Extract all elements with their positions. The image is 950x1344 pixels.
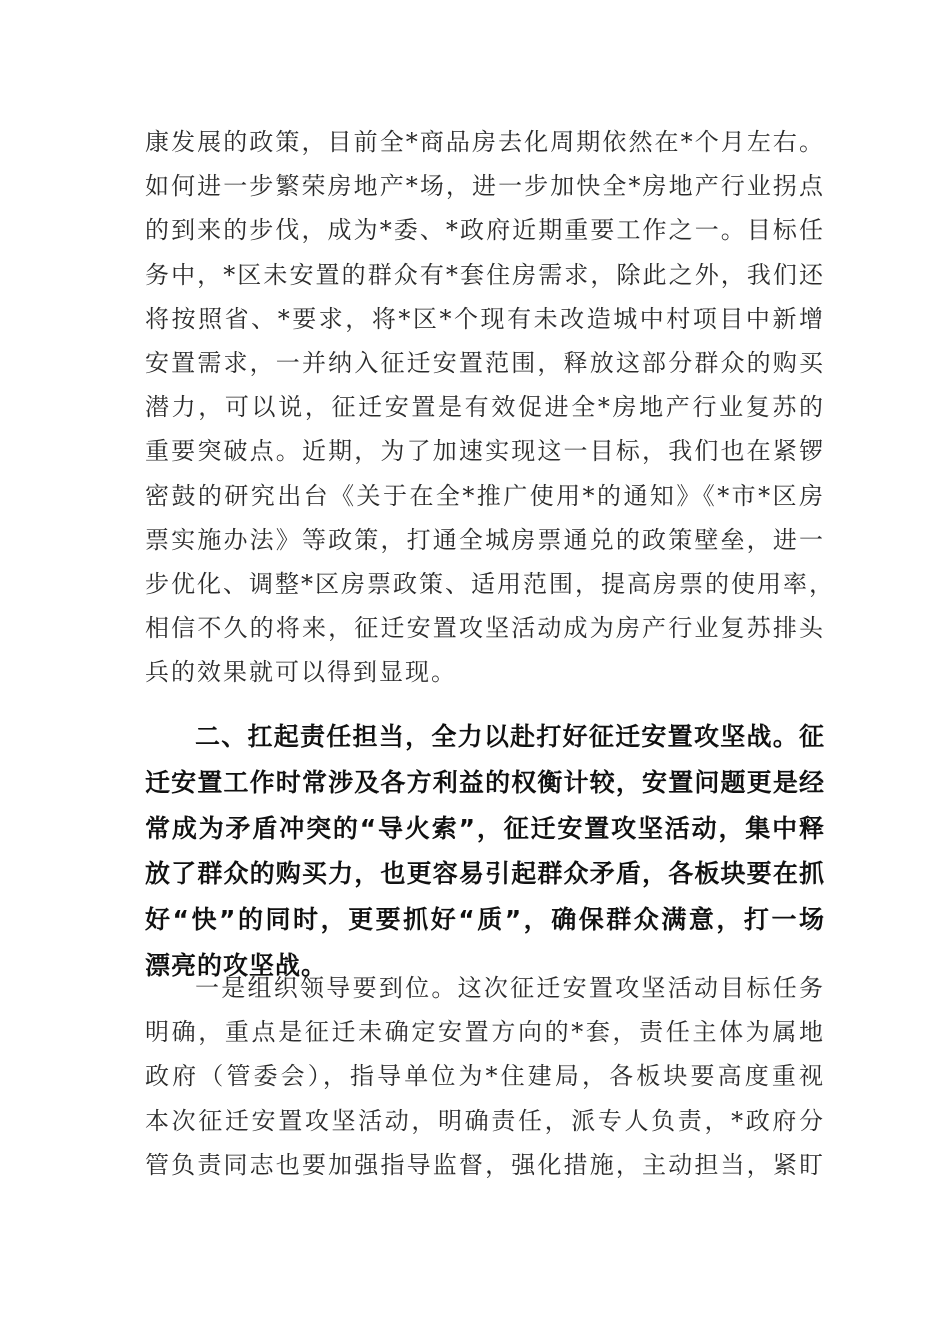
heading-line: 迁安置工作时常涉及各方利益的权衡计较，安置问题更是经	[145, 767, 825, 797]
text-line: 本次征迁安置攻坚活动，明确责任，派专人负责，*政府分	[145, 1106, 825, 1135]
text-line: 将按照省、*要求，将*区*个现有未改造城中村项目中新增	[145, 304, 825, 333]
section-heading-responsibility	[145, 714, 825, 989]
text-line: 票实施办法》等政策，打通全城房票通兑的政策壁垒，进一	[145, 525, 825, 554]
text-line: 明确，重点是征迁未确定安置方向的*套，责任主体为属地	[145, 1018, 825, 1047]
text-line: 政府（管委会），指导单位为*住建局，各板块要高度重视	[145, 1062, 825, 1091]
heading-line: 漂亮的攻坚战。	[145, 950, 328, 980]
text-line: 潜力，可以说，征迁安置是有效促进全*房地产行业复苏的	[145, 393, 825, 422]
text-line: 一是组织领导要到位。这次征迁安置攻坚活动目标任务	[195, 974, 825, 1002]
text-line: 如何进一步繁荣房地产*场，进一步加快全*房地产行业拐点	[145, 172, 825, 201]
text-line: 康发展的政策，目前全*商品房去化周期依然在*个月左右。	[145, 128, 825, 156]
text-line: 务中，*区未安置的群众有*套住房需求，除此之外，我们还	[145, 260, 825, 289]
text-line: 密鼓的研究出台《关于在全*推广使用*的通知》《*市*区房	[145, 481, 825, 510]
text-line: 兵的效果就可以得到显现。	[145, 658, 457, 687]
heading-line: 常成为矛盾冲突的“导火索”，征迁安置攻坚活动，集中释	[145, 813, 825, 843]
text-line: 相信不久的将来，征迁安置攻坚活动成为房产行业复苏排头	[145, 614, 825, 643]
text-line: 重要突破点。近期，为了加速实现这一目标，我们也在紧锣	[145, 437, 825, 466]
heading-line: 二、扛起责任担当，全力以赴打好征迁安置攻坚战。征	[195, 722, 825, 751]
text-line: 安置需求，一并纳入征迁安置范围，释放这部分群众的购买	[145, 348, 825, 377]
paragraph-policy	[145, 120, 835, 694]
heading-line: 好“快”的同时，更要抓好“质”，确保群众满意，打一场	[145, 905, 825, 935]
paragraph-leadership	[145, 966, 825, 1187]
text-line: 步优化、调整*区房票政策、适用范围，提高房票的使用率，	[145, 569, 835, 598]
text-line: 管负责同志也要加强指导监督，强化措施，主动担当，紧盯	[145, 1150, 825, 1179]
heading-line: 放了群众的购买力，也更容易引起群众矛盾，各板块要在抓	[145, 859, 825, 889]
text-line: 的到来的步伐，成为*委、*政府近期重要工作之一。目标任	[145, 216, 825, 245]
